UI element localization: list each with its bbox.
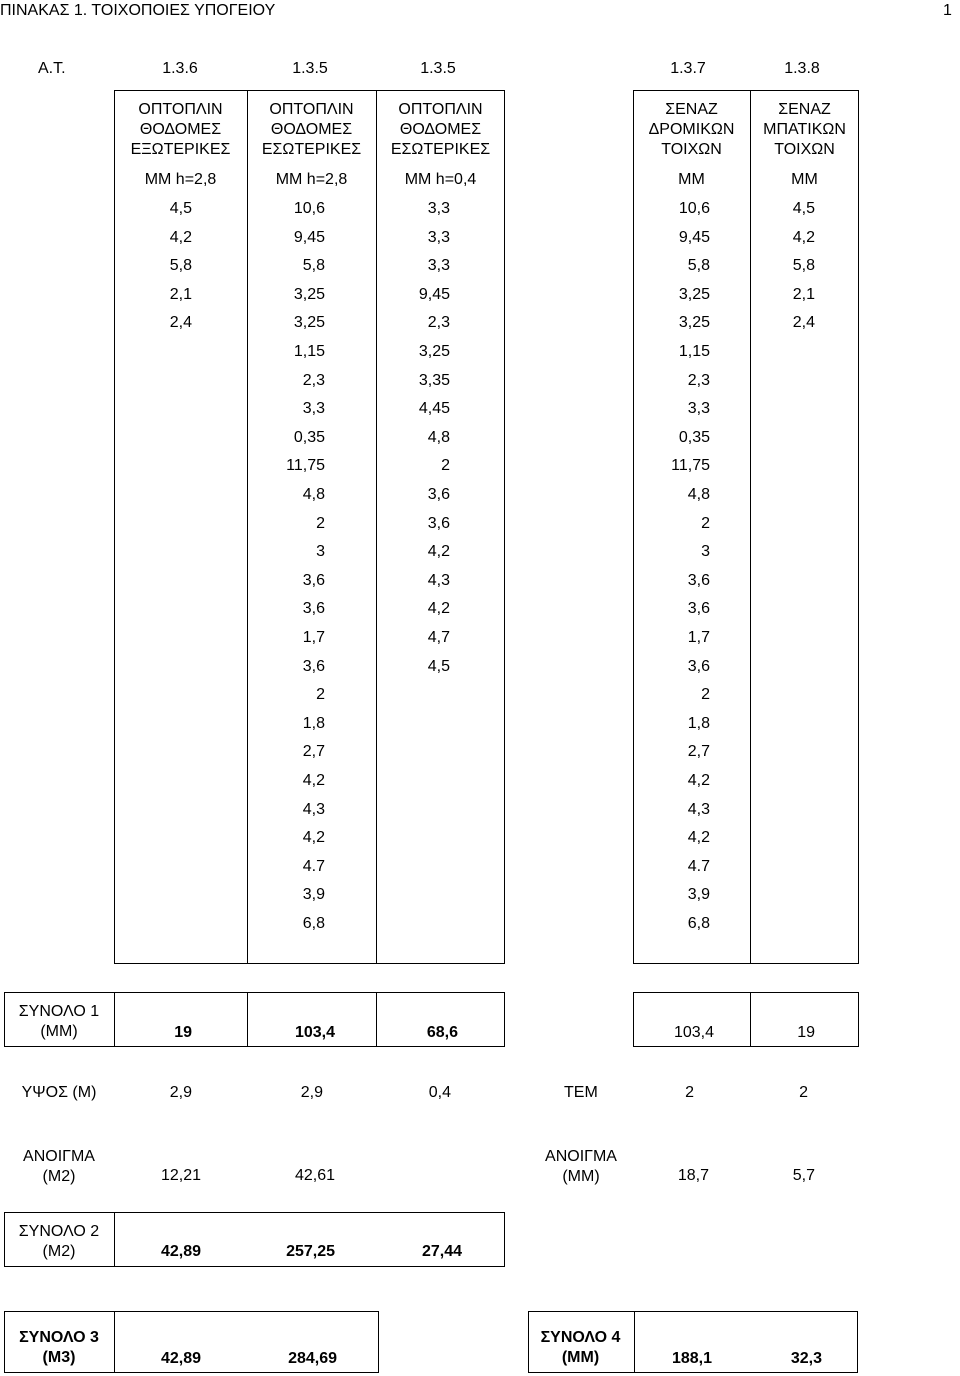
table-cell: 10,6: [293, 200, 325, 217]
table-cell: 11,75: [286, 457, 325, 474]
opening-value: 42,61: [294, 1167, 335, 1184]
table-cell: 3,6: [302, 600, 325, 617]
table-cell: 1,8: [687, 715, 710, 732]
table-cell: 4,2: [687, 829, 710, 846]
table-cell: 4,2: [792, 229, 815, 246]
page-number: 1: [943, 2, 952, 19]
at-label: Α.Τ.: [38, 60, 66, 77]
sum2-value: 42,89: [160, 1243, 201, 1260]
column-unit: ΜΜ h=2,8: [275, 171, 348, 188]
table-cell: 2,1: [169, 286, 192, 303]
opening-label-mm: ΑΝΟΙΓΜΑ (ΜΜ): [545, 1148, 617, 1185]
table-cell: 2,4: [792, 314, 815, 331]
table-cell: 4.7: [302, 858, 325, 875]
table-cell: 3,3: [427, 257, 450, 274]
table-cell: 10,6: [678, 200, 710, 217]
sum1-label: ΣΥΝΟΛΟ 1 (ΜΜ): [18, 1003, 100, 1040]
table-cell: 4,5: [792, 200, 815, 217]
table-cell: 1,7: [302, 629, 325, 646]
table-cell: 4,8: [302, 486, 325, 503]
column-unit: ΜΜ h=0,4: [404, 171, 477, 188]
table-cell: 4,2: [427, 543, 450, 560]
sum4-value: 188,1: [671, 1350, 712, 1367]
table-cell: 3,6: [302, 572, 325, 589]
column-code: 1.3.6: [162, 60, 198, 77]
column-header: ΟΠΤΟΠΛΙΝ ΘΟΔΟΜΕΣ ΕΣΩΤΕΡΙΚΕΣ: [390, 101, 491, 158]
table-cell: 4,5: [169, 200, 192, 217]
column-code: 1.3.7: [670, 60, 706, 77]
table-cell: 2,3: [302, 372, 325, 389]
table-cell: 9,45: [678, 229, 710, 246]
table-cell: 4,3: [687, 801, 710, 818]
height-value: 2,9: [169, 1084, 192, 1101]
sum4-value: 32,3: [790, 1350, 822, 1367]
opening-value: 5,7: [792, 1167, 815, 1184]
table-cell: 6,8: [687, 915, 710, 932]
sum4-label: ΣΥΝΟΛΟ 4 (ΜΜ): [540, 1329, 621, 1366]
table-cell: 4,7: [427, 629, 450, 646]
table-cell: 3,25: [678, 286, 710, 303]
table-cell: 4,3: [302, 801, 325, 818]
opening-value: 18,7: [677, 1167, 709, 1184]
column-unit: ΜΜ: [678, 171, 705, 188]
sum3-label: ΣΥΝΟΛΟ 3 (Μ3): [19, 1329, 99, 1366]
table-cell: 2,3: [687, 372, 710, 389]
table-cell: 2: [316, 686, 325, 703]
table-cell: 3,3: [687, 400, 710, 417]
table-cell: 9,45: [418, 286, 450, 303]
column-header: ΟΠΤΟΠΛΙΝ ΘΟΔΟΜΕΣ ΕΣΩΤΕΡΙΚΕΣ: [261, 101, 362, 158]
sum2-label: ΣΥΝΟΛΟ 2 (Μ2): [18, 1223, 100, 1260]
table-cell: 3: [316, 543, 325, 560]
height-value: 2: [685, 1084, 694, 1101]
table-cell: 6,8: [302, 915, 325, 932]
table-cell: 2: [316, 515, 325, 532]
table-cell: 0,35: [678, 429, 710, 446]
column-header: ΣΕΝΑΖ ΜΠΑΤΙΚΩΝ ΤΟΙΧΩΝ: [763, 101, 846, 158]
table-cell: 5,8: [302, 257, 325, 274]
column-code: 1.3.8: [784, 60, 820, 77]
table-cell: 4,2: [302, 829, 325, 846]
table-cell: 3,25: [293, 286, 325, 303]
table-cell: 3,3: [427, 229, 450, 246]
sum3-value: 284,69: [288, 1350, 337, 1367]
page-title: ΠΙΝΑΚΑΣ 1. ΤΟΙΧΟΠΟΙΕΣ ΥΠΟΓΕΙΟΥ: [0, 2, 276, 19]
table-cell: 2,7: [687, 743, 710, 760]
table-cell: 11,75: [671, 457, 710, 474]
table-cell: 2: [441, 457, 450, 474]
table-cell: 4,2: [687, 772, 710, 789]
table-cell: 2,1: [792, 286, 815, 303]
table-cell: 1,7: [687, 629, 710, 646]
opening-label: ΑΝΟΙΓΜΑ (Μ2): [23, 1148, 95, 1185]
table-cell: 4,2: [427, 600, 450, 617]
table-cell: 3,6: [687, 600, 710, 617]
table-cell: 3: [701, 543, 710, 560]
sum1-value: 19: [797, 1024, 815, 1041]
sum2-value: 27,44: [421, 1243, 462, 1260]
table-cell: 9,45: [293, 229, 325, 246]
table-cell: 5,8: [169, 257, 192, 274]
table-cell: 2,4: [169, 314, 192, 331]
table-cell: 3,9: [302, 886, 325, 903]
table-cell: 3,6: [687, 572, 710, 589]
table-cell: 3,25: [293, 314, 325, 331]
table-cell: 3,6: [427, 515, 450, 532]
column-unit: ΜΜ: [791, 171, 818, 188]
table-cell: 4,2: [169, 229, 192, 246]
table-cell: 3,6: [687, 658, 710, 675]
table-cell: 2: [701, 686, 710, 703]
table-cell: 2,7: [302, 743, 325, 760]
sum3-value: 42,89: [160, 1350, 201, 1367]
table-cell: 4,2: [302, 772, 325, 789]
table-cell: 4,3: [427, 572, 450, 589]
table-cell: 5,8: [792, 257, 815, 274]
height-label: ΥΨΟΣ (Μ): [21, 1084, 97, 1101]
table-cell: 3,3: [427, 200, 450, 217]
sum2-value: 257,25: [286, 1243, 335, 1260]
table-cell: 0,35: [293, 429, 325, 446]
sum1-value: 103,4: [294, 1024, 335, 1041]
table-cell: 5,8: [687, 257, 710, 274]
column-header: ΣΕΝΑΖ ΔΡΟΜΙΚΩΝ ΤΟΙΧΩΝ: [648, 101, 735, 158]
column-code: 1.3.5: [292, 60, 328, 77]
table-cell: 3,9: [687, 886, 710, 903]
column-divider: [750, 91, 751, 963]
opening-value: 12,21: [160, 1167, 201, 1184]
sum1-value: 19: [174, 1024, 192, 1041]
height-value: 2: [799, 1084, 808, 1101]
column-header: ΟΠΤΟΠΛΙΝ ΘΟΔΟΜΕΣ ΕΞΩΤΕΡΙΚΕΣ: [130, 101, 231, 158]
table-cell: 2: [701, 515, 710, 532]
column-code: 1.3.5: [420, 60, 456, 77]
table-cell: 3,3: [302, 400, 325, 417]
table-cell: 3,6: [302, 658, 325, 675]
sum1-value: 103,4: [673, 1024, 714, 1041]
tem-label: ΤΕΜ: [564, 1084, 598, 1101]
table-cell: 4,8: [427, 429, 450, 446]
table-cell: 1,15: [293, 343, 325, 360]
table-cell: 3,35: [418, 372, 450, 389]
table-cell: 2,3: [427, 314, 450, 331]
column-unit: ΜΜ h=2,8: [144, 171, 217, 188]
table-cell: 4.7: [687, 858, 710, 875]
table-cell: 3,25: [678, 314, 710, 331]
sum1-value: 68,6: [426, 1024, 458, 1041]
table-cell: 4,45: [418, 400, 450, 417]
table-cell: 1,8: [302, 715, 325, 732]
table-cell: 3,6: [427, 486, 450, 503]
height-value: 2,9: [300, 1084, 323, 1101]
height-value: 0,4: [428, 1084, 451, 1101]
table-cell: 4,8: [687, 486, 710, 503]
table-cell: 1,15: [678, 343, 710, 360]
table-cell: 4,5: [427, 658, 450, 675]
table-cell: 3,25: [418, 343, 450, 360]
